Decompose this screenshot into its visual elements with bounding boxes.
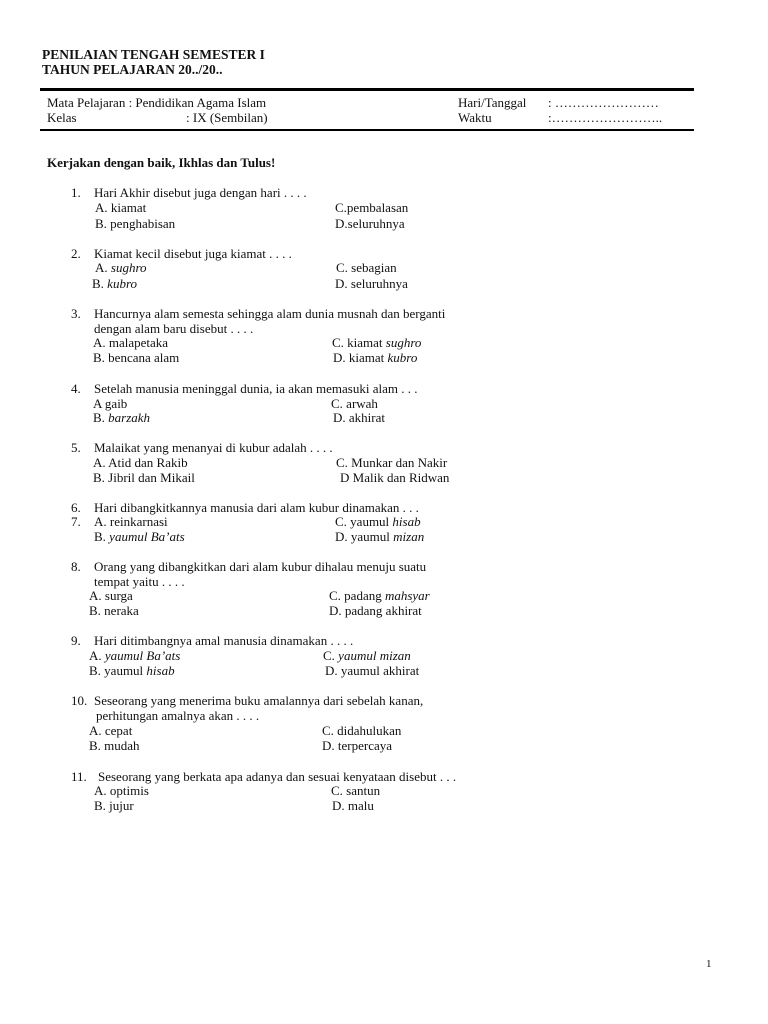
option-b: B. bencana alam (93, 350, 180, 365)
question-text: Hancurnya alam semesta sehingga alam dunia musnah dan berganti (94, 306, 446, 321)
option-b: B. mudah (89, 738, 140, 753)
question-number: 4. (71, 381, 81, 396)
question-text: Hari dibangkitkannya manusia dari alam kubur dinamakan . . . (94, 500, 419, 515)
bottom-rule (40, 129, 694, 131)
option-b: B. jujur (94, 798, 134, 813)
time-value: :…………………….. (548, 110, 663, 125)
exam-title: PENILAIAN TENGAH SEMESTER I (42, 47, 265, 62)
school-year: TAHUN PELAJARAN 20../20.. (42, 62, 223, 77)
question-text: Kiamat kecil disebut juga kiamat . . . . (94, 246, 292, 261)
option-d: D. yaumul akhirat (325, 663, 420, 678)
date-value: : …………………… (548, 95, 659, 110)
question-number: 11. (71, 769, 87, 784)
option-c: C. yaumul mizan (323, 648, 411, 663)
option-d: D. akhirat (333, 410, 385, 425)
question-text-cont: perhitungan amalnya akan . . . . (96, 708, 260, 723)
option-b: B. yaumul Ba’ats (94, 529, 185, 544)
question-text: Setelah manusia meninggal dunia, ia akan memasuki alam . . . (94, 381, 418, 396)
option-d: D. seluruhnya (335, 276, 408, 291)
option-c: C. padang mahsyar (329, 588, 430, 603)
class-value: : IX (Sembilan) (186, 110, 268, 125)
option-d: D. terpercaya (322, 738, 393, 753)
question-number: 1. (71, 185, 81, 200)
option-c: C. kiamat sughro (332, 335, 422, 350)
question-number: 8. (71, 559, 81, 574)
page-number: 1 (706, 958, 712, 970)
time-label: Waktu (458, 110, 492, 125)
option-a: A. sughro (95, 260, 147, 275)
option-b: B. penghabisan (95, 216, 176, 231)
question-number: 3. (71, 306, 81, 321)
option-b: B. barzakh (93, 410, 151, 425)
question-text: Hari ditimbangnya amal manusia dinamakan . . . . (94, 633, 354, 648)
question-number: 9. (71, 633, 81, 648)
option-a: A. Atid dan Rakib (93, 455, 188, 470)
option-a: A. cepat (89, 723, 133, 738)
question-number: 6. (71, 500, 81, 515)
option-d: D.seluruhnya (335, 216, 405, 231)
option-d: D. yaumul mizan (335, 529, 425, 544)
option-d: D. kiamat kubro (333, 350, 418, 365)
question-number: 7. (71, 514, 81, 529)
question-text: Seseorang yang menerima buku amalannya dari sebelah kanan, (94, 693, 424, 708)
question-number: 2. (71, 246, 81, 261)
option-d: D. malu (332, 798, 374, 813)
question-text: Malaikat yang menanyai di kubur adalah . . . . (94, 440, 333, 455)
option-a: A. yaumul Ba’ats (89, 648, 181, 663)
option-a: A. malapetaka (93, 335, 169, 350)
option-a: A. surga (89, 588, 133, 603)
option-a: A. optimis (94, 783, 149, 798)
question-text-cont: tempat yaitu . . . . (94, 574, 185, 589)
top-rule (40, 88, 694, 91)
option-b: B. kubro (92, 276, 138, 291)
option-a: A gaib (93, 396, 128, 411)
question-text: Seseorang yang berkata apa adanya dan sesuai kenyataan disebut . . . (98, 769, 457, 784)
question-number: 10. (71, 693, 88, 708)
question-text: Orang yang dibangkitkan dari alam kubur dihalau menuju suatu (94, 559, 427, 574)
option-b: B. Jibril dan Mikail (93, 470, 195, 485)
subject-label: Mata Pelajaran : Pendidikan Agama Islam (47, 95, 267, 110)
class-label: Kelas (47, 110, 77, 125)
instruction: Kerjakan dengan baik, Ikhlas dan Tulus! (47, 155, 276, 170)
option-c: C. sebagian (336, 260, 397, 275)
question-number: 5. (71, 440, 81, 455)
option-d: D Malik dan Ridwan (340, 470, 450, 485)
option-d: D. padang akhirat (329, 603, 422, 618)
option-a: A. reinkarnasi (94, 514, 168, 529)
option-c: C. Munkar dan Nakir (336, 455, 448, 470)
option-c: C. santun (331, 783, 381, 798)
question-text: Hari Akhir disebut juga dengan hari . . . . (94, 185, 307, 200)
date-label: Hari/Tanggal (458, 95, 527, 110)
option-b: B. yaumul hisab (89, 663, 175, 678)
question-text-cont: dengan alam baru disebut . . . . (94, 321, 254, 336)
option-c: C. arwah (331, 396, 378, 411)
option-a: A. kiamat (95, 200, 147, 215)
option-b: B. neraka (89, 603, 139, 618)
option-c: C.pembalasan (335, 200, 409, 215)
option-c: C. didahulukan (322, 723, 402, 738)
option-c: C. yaumul hisab (335, 514, 421, 529)
